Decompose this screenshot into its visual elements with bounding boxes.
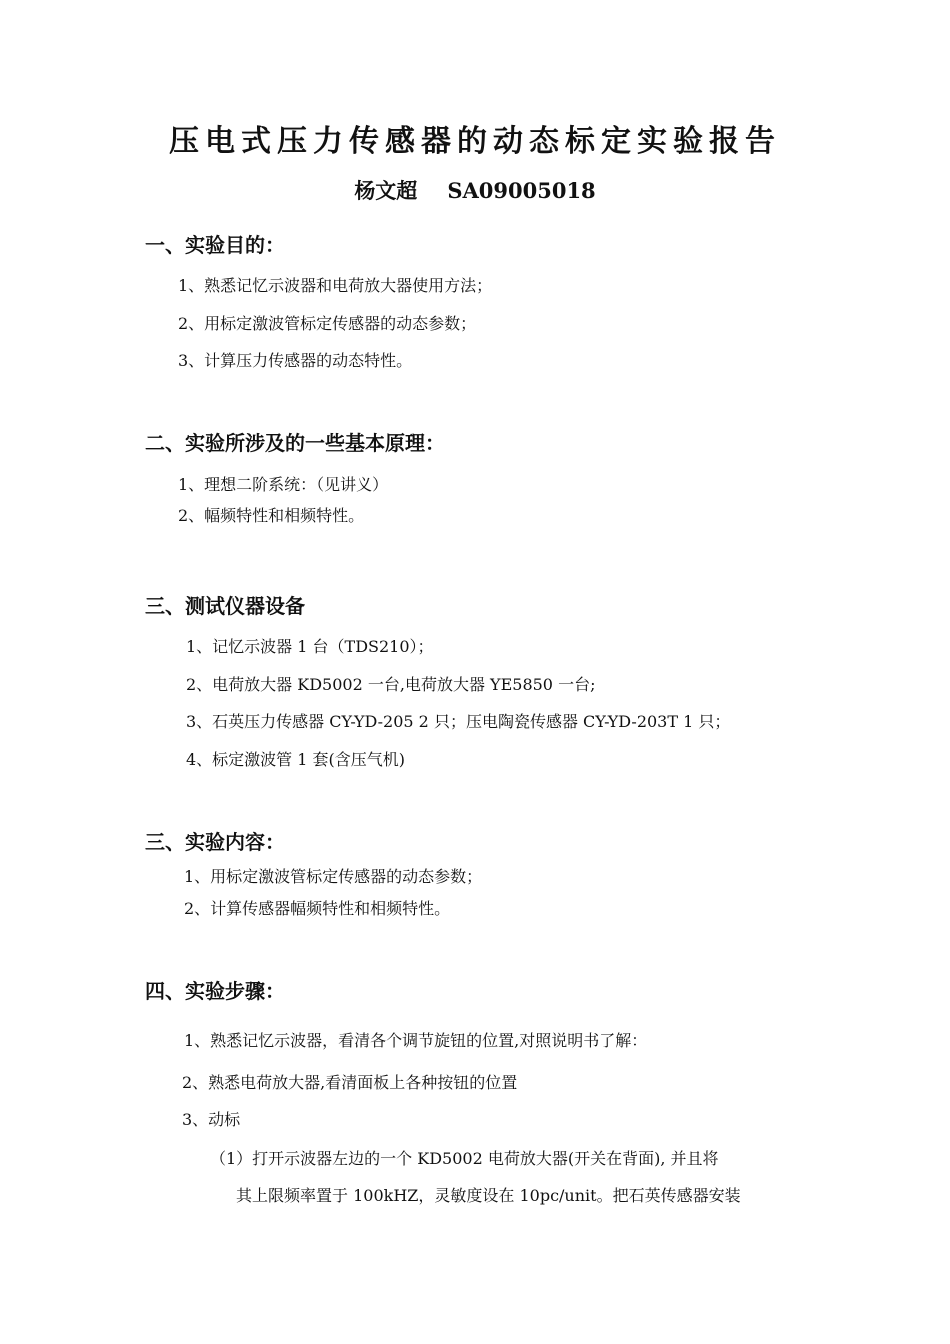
author-name: 杨文超 <box>354 178 418 203</box>
section-heading-content: 三、实验内容： <box>145 830 285 854</box>
list-item: 1、熟悉记忆示波器和电荷放大器使用方法； <box>178 276 493 295</box>
page-title: 压电式压力传感器的动态标定实验报告 <box>169 124 781 159</box>
list-item: 3、石英压力传感器 CY-YD-205 2 只；压电陶瓷传感器 CY-YD-203T 1 只； <box>186 712 731 731</box>
list-item: 2、熟悉电荷放大器,看清面板上各种按钮的位置 <box>182 1073 518 1092</box>
list-item: 1、记忆示波器 1 台（TDS210）； <box>186 637 434 656</box>
list-item: 2、用标定激波管标定传感器的动态参数； <box>178 314 477 333</box>
list-item: 2、计算传感器幅频特性和相频特性。 <box>184 899 451 918</box>
list-item: 1、用标定激波管标定传感器的动态参数； <box>184 867 483 886</box>
author-line <box>0 175 950 205</box>
list-item: 2、电荷放大器 KD5002 一台,电荷放大器 YE5850 一台; <box>186 675 596 694</box>
list-item: 1、理想二阶系统：（见讲义） <box>178 475 389 494</box>
section-heading-purpose: 一、实验目的： <box>145 233 285 257</box>
section-heading-equipment: 三、测试仪器设备 <box>145 594 305 618</box>
section-heading-steps: 四、实验步骤： <box>145 979 285 1003</box>
list-item: 4、标定激波管 1 套(含压气机) <box>186 750 406 769</box>
list-item: 其上限频率置于 100kHZ，灵敏度设在 10pc/unit。把石英传感器安装 <box>236 1186 741 1205</box>
section-heading-principles: 二、实验所涉及的一些基本原理： <box>145 431 445 455</box>
list-item: 3、动标 <box>182 1110 241 1129</box>
list-item: 2、幅频特性和相频特性。 <box>178 506 365 525</box>
list-item: 3、计算压力传感器的动态特性。 <box>178 351 413 370</box>
list-item: （1）打开示波器左边的一个 KD5002 电荷放大器(开关在背面), 并且将 <box>210 1149 719 1168</box>
student-id: SA09005018 <box>447 178 596 203</box>
list-item: 1、熟悉记忆示波器，看清各个调节旋钮的位置,对照说明书了解： <box>184 1031 648 1050</box>
